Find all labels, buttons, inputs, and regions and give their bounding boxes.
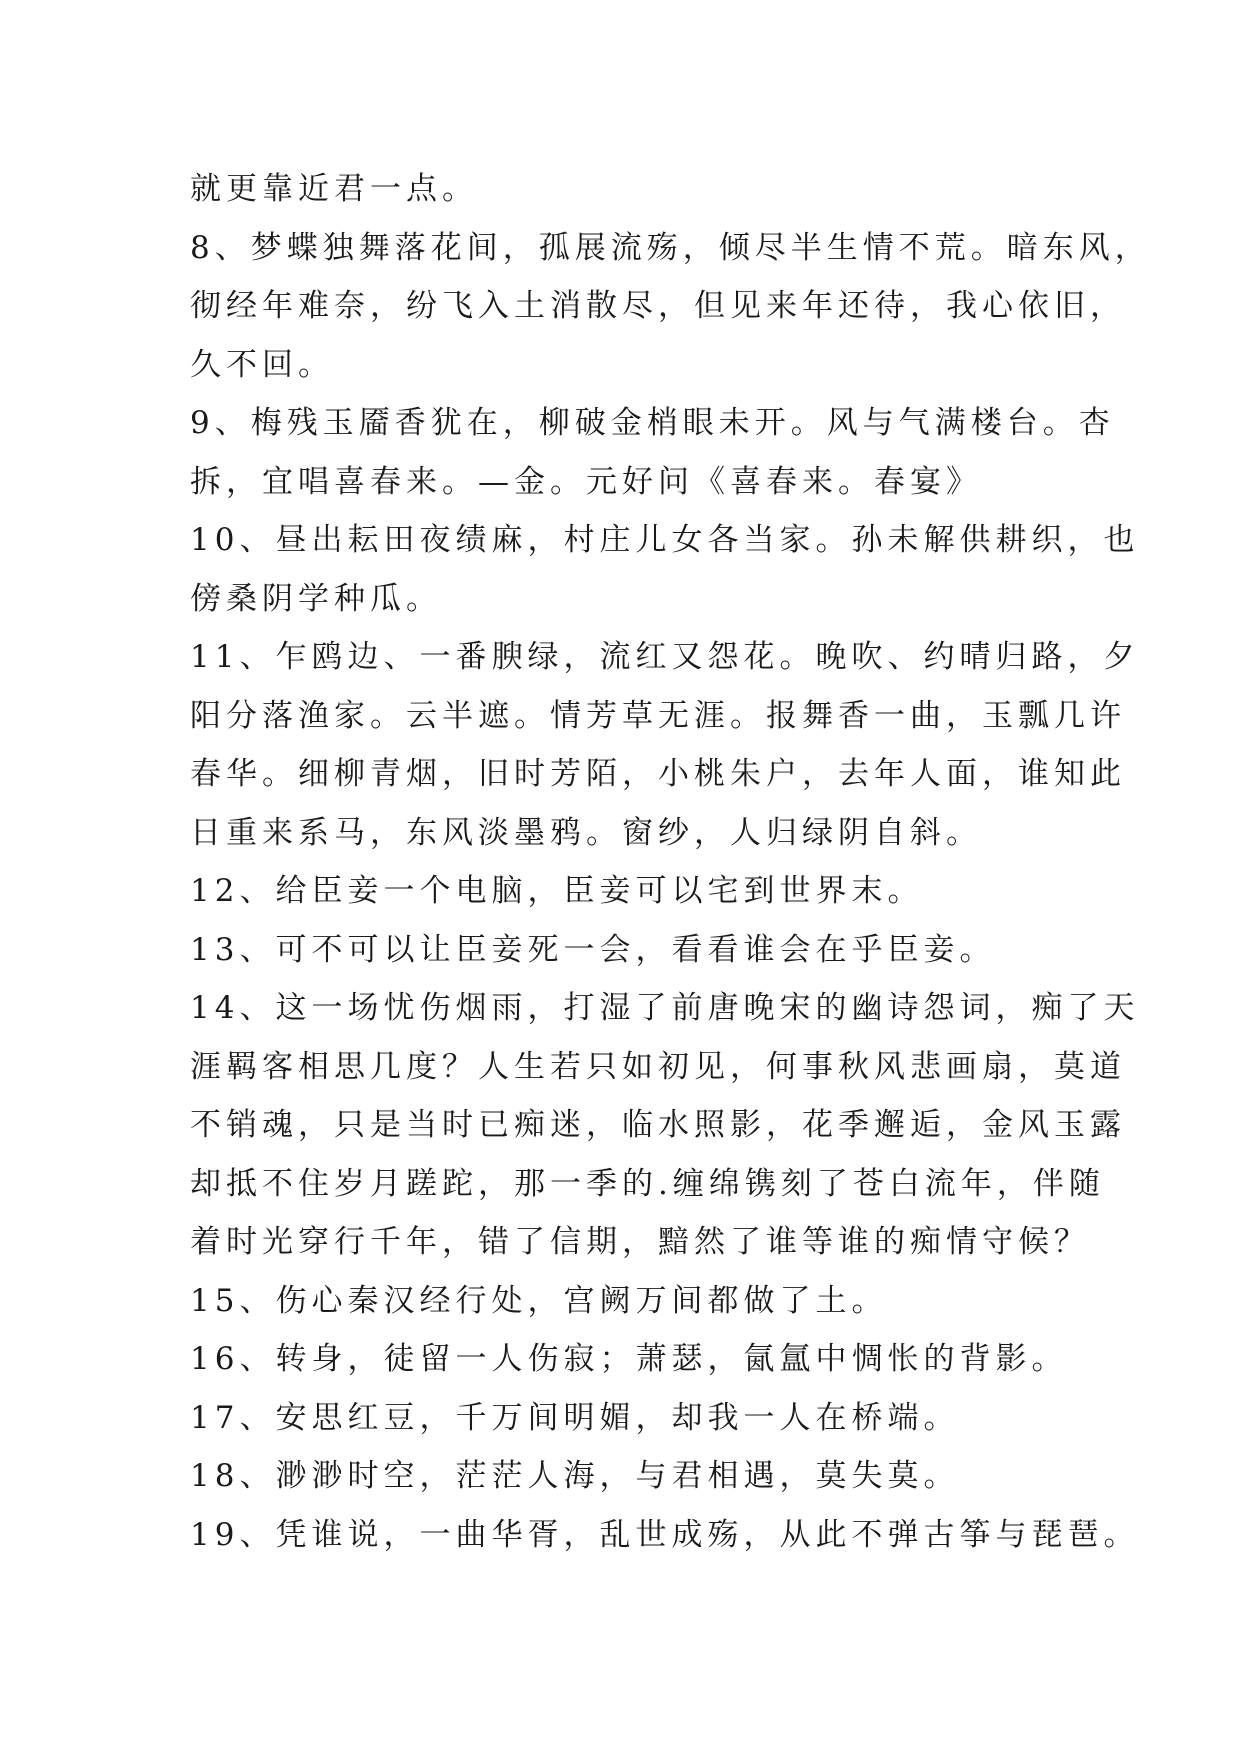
text-line: 13、可不可以让臣妾死一会，看看谁会在乎臣妾。: [190, 931, 996, 968]
text-line: 久不回。: [190, 346, 334, 383]
text-line: 12、给臣妾一个电脑，臣妾可以宅到世界末。: [190, 873, 924, 909]
text-line: 日重来系马，东风淡墨鸦。窗纱，人归绿阴自斜。: [190, 814, 982, 851]
text-line: 15、伤心秦汉经行处，宫阙万间都做了土。: [190, 1282, 888, 1319]
text-line: 着时光穿行千年，错了信期，黯然了谁等谁的痴情守候？: [190, 1224, 1090, 1260]
text-line: 10、昼出耘田夜绩麻，村庄儿女各当家。孙未解供耕织，也: [190, 522, 1140, 558]
text-line: 14、这一场忧伤烟雨，打湿了前唐晚宋的幽诗怨词，痴了天: [190, 990, 1140, 1026]
text-line: 11、乍鸥边、一番腴绿，流红又怨花。晚吹、约晴归路，夕: [190, 639, 1140, 675]
text-line: 18、渺渺时空，茫茫人海，与君相遇，莫失莫。: [190, 1458, 960, 1494]
text-line: 春华。细柳青烟，旧时芳陌，小桃朱户，去年人面，谁知此: [190, 756, 1126, 792]
document-body: [190, 160, 1151, 1564]
text-line: 8、梦蝶独舞落花间，孤展流殇，倾尽半生情不荒。暗东风，: [190, 229, 1151, 266]
text-line: 不销魂，只是当时已痴迷，临水照影，花季邂逅，金风玉露: [190, 1107, 1126, 1143]
text-line: 16、转身，徒留一人伤寂；萧瑟，氤氲中惆怅的背影。: [190, 1341, 1068, 1377]
text-line: 9、梅残玉靥香犹在，柳破金梢眼未开。风与气满楼台。杏: [190, 405, 1115, 441]
text-line: 17、安思红豆，千万间明媚，却我一人在桥端。: [190, 1399, 960, 1436]
text-line: 彻经年难奈，纷飞入土消散尽，但见来年还待，我心依旧，: [190, 288, 1126, 324]
text-line: 阳分落渔家。云半遮。情芳草无涯。报舞香一曲，玉瓢几许: [190, 697, 1126, 734]
text-line: 19、凭谁说，一曲华胥，乱世成殇，从此不弹古筝与琵琶。: [190, 1516, 1140, 1553]
text-line: 却抵不住岁月蹉跎，那一季的.缠绵镌刻了苍白流年，伴随: [190, 1165, 1105, 1202]
text-line: 傍桑阴学种瓜。: [190, 580, 442, 617]
text-line: 就更靠近君一点。: [190, 171, 478, 207]
text-line: 涯羁客相思几度？人生若只如初见，何事秋风悲画扇，莫道: [190, 1048, 1126, 1085]
text-line: 拆，宜唱喜春来。—金。元好问《喜春来。春宴》: [190, 463, 982, 500]
